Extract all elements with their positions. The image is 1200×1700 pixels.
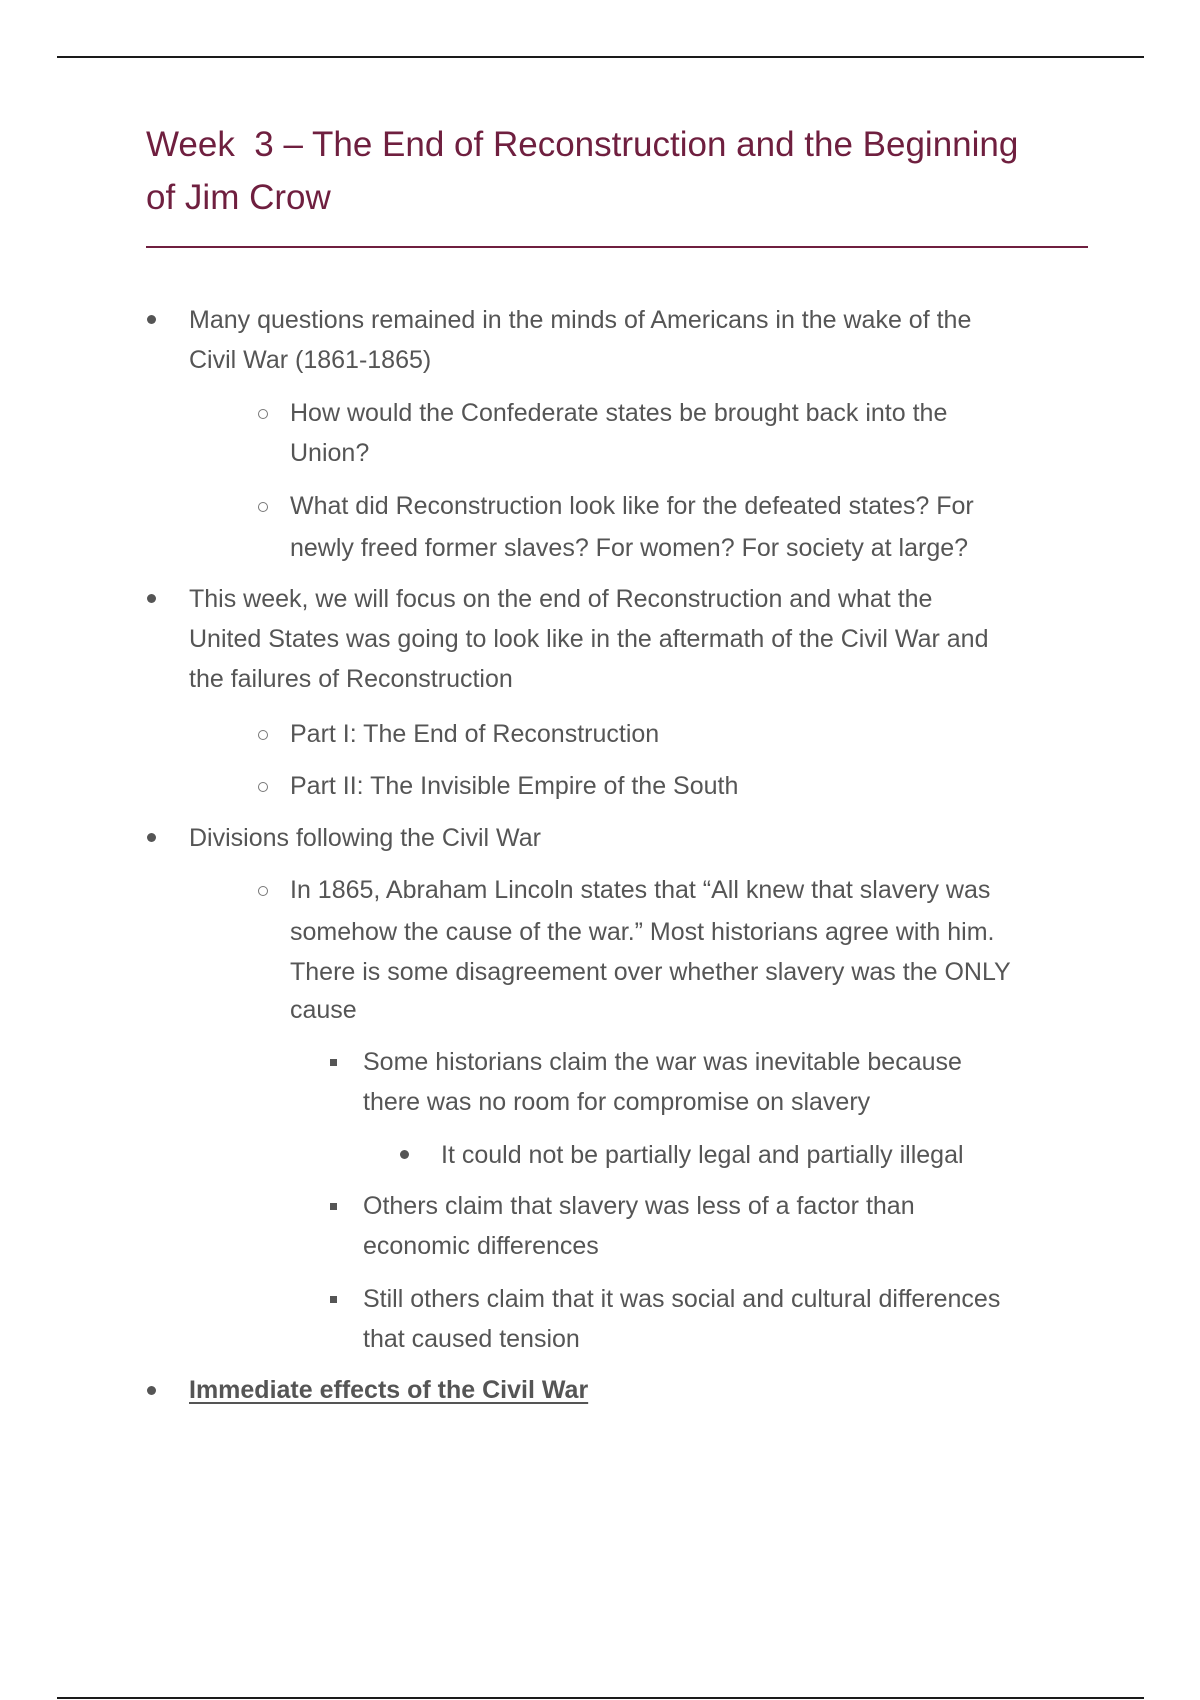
list-item-line: Civil War (1861-1865)	[189, 346, 432, 374]
list-item-line: the failures of Reconstruction	[189, 665, 513, 693]
list-item-line: Union?	[290, 439, 370, 467]
bullet-square-icon	[330, 1059, 337, 1066]
bullet-circle-icon	[258, 886, 268, 896]
bullet-disc-icon	[147, 1386, 156, 1395]
page-top-rule	[57, 56, 1144, 58]
bullet-disc-icon	[147, 833, 156, 842]
list-item-line: cause	[290, 996, 357, 1024]
bullet-circle-icon	[258, 730, 268, 740]
list-item-line: newly freed former slaves? For women? For society at large?	[290, 534, 969, 562]
list-item-line: that caused tension	[363, 1325, 580, 1353]
bullet-disc-icon	[400, 1150, 409, 1159]
list-item-line: Part I: The End of Reconstruction	[290, 720, 660, 748]
bullet-square-icon	[330, 1203, 337, 1210]
list-item-line: Others claim that slavery was less of a factor than	[363, 1192, 915, 1220]
title-underline-rule	[146, 246, 1088, 248]
page-bottom-rule	[57, 1697, 1144, 1699]
list-item-line: somehow the cause of the war.” Most historians agree with him.	[290, 918, 995, 946]
list-item-line: Part II: The Invisible Empire of the South	[290, 772, 739, 800]
list-item-line: There is some disagreement over whether slavery was the ONLY	[290, 958, 1011, 986]
section-heading: Immediate effects of the Civil War	[189, 1376, 589, 1404]
bullet-disc-icon	[147, 594, 156, 603]
list-item-line: Still others claim that it was social and cultural differences	[363, 1285, 1001, 1313]
list-item-line: How would the Confederate states be brought back into the	[290, 399, 948, 427]
title-line-2: of Jim Crow	[146, 178, 331, 217]
list-item-line: It could not be partially legal and partially illegal	[441, 1141, 964, 1169]
list-item-line: Some historians claim the war was inevitable because	[363, 1048, 962, 1076]
title-line-1: Week 3 – The End of Reconstruction and the Beginning	[146, 125, 1019, 164]
list-item-line: United States was going to look like in the aftermath of the Civil War and	[189, 625, 989, 653]
list-item-line: Divisions following the Civil War	[189, 824, 541, 852]
bullet-circle-icon	[258, 409, 268, 419]
list-item-line: In 1865, Abraham Lincoln states that “All knew that slavery was	[290, 876, 991, 904]
page-title	[146, 118, 1086, 224]
list-item-line: Many questions remained in the minds of Americans in the wake of the	[189, 306, 972, 334]
bullet-square-icon	[330, 1296, 337, 1303]
list-item-line: This week, we will focus on the end of Reconstruction and what the	[189, 585, 933, 613]
list-item-line: economic differences	[363, 1232, 599, 1260]
bullet-circle-icon	[258, 502, 268, 512]
bullet-disc-icon	[147, 315, 156, 324]
bullet-circle-icon	[258, 782, 268, 792]
list-item-line: there was no room for compromise on slavery	[363, 1088, 871, 1116]
list-item-line: What did Reconstruction look like for the defeated states? For	[290, 492, 974, 520]
